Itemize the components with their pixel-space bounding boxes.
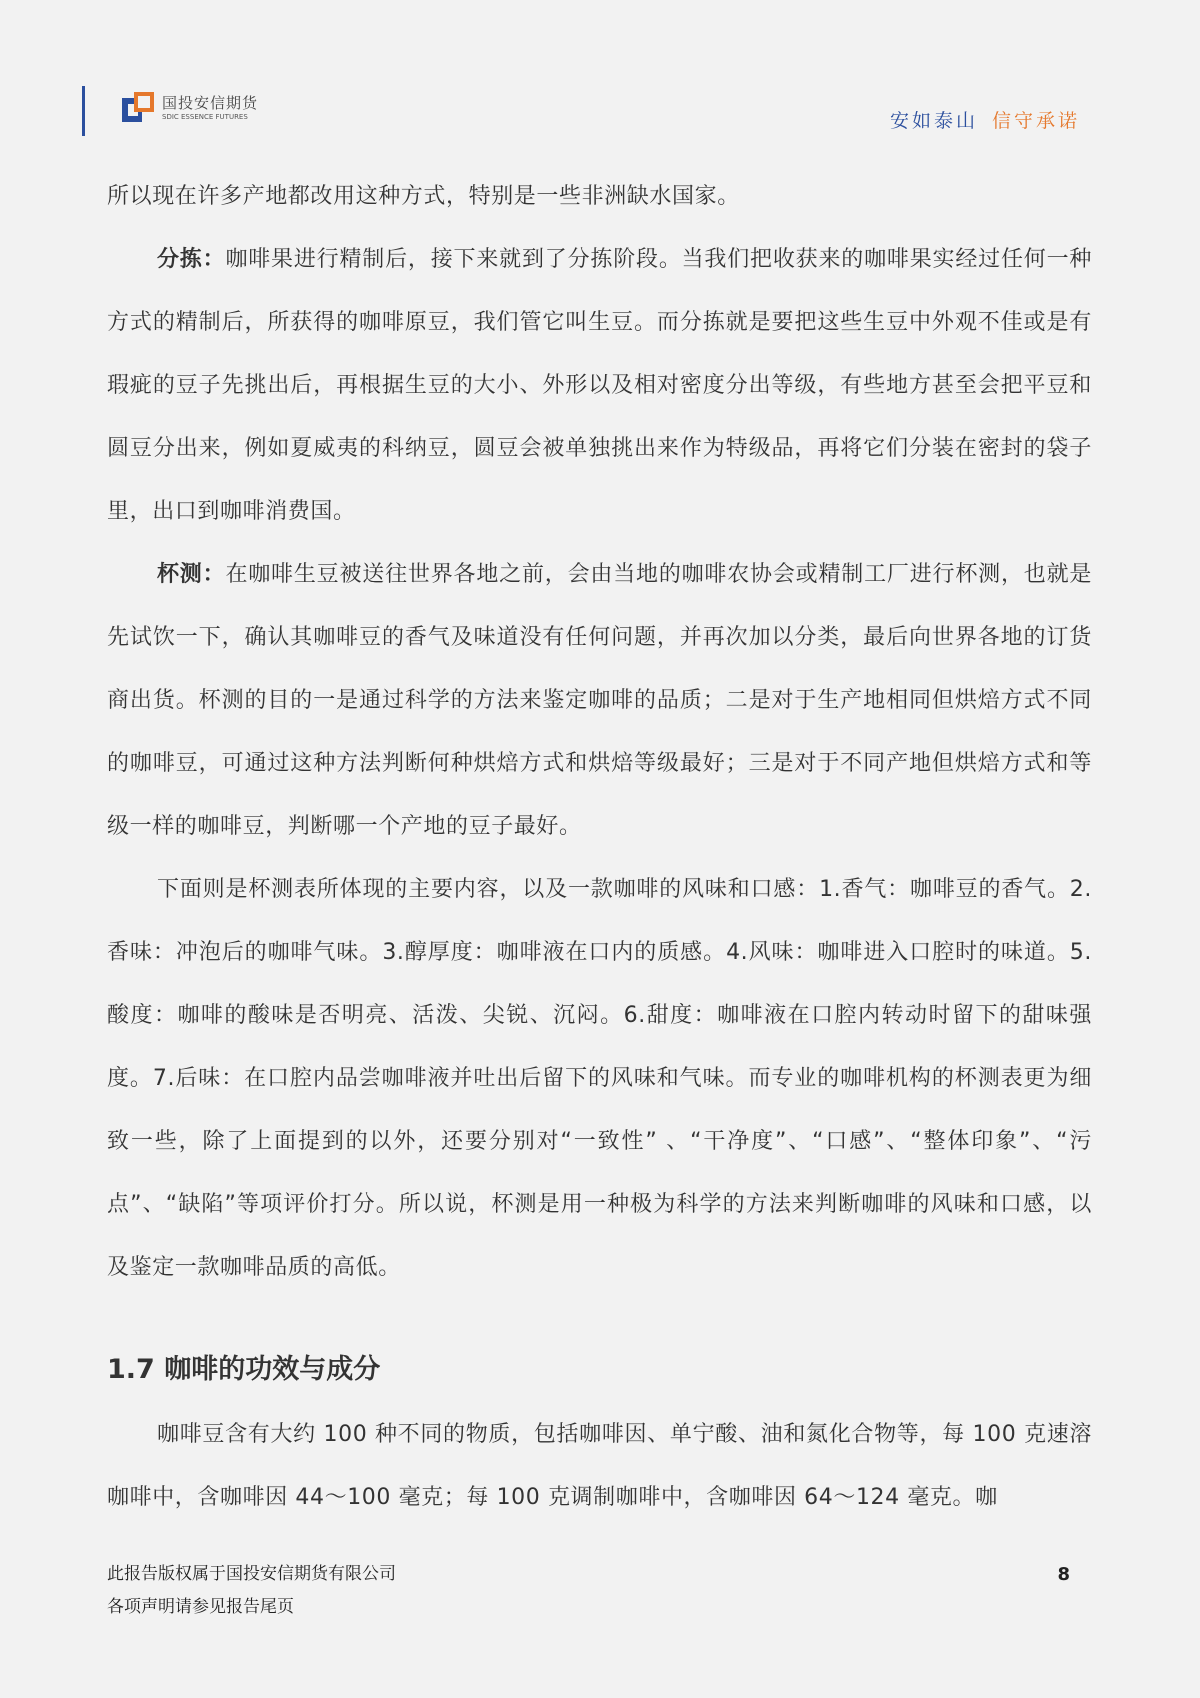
page-footer [107, 1558, 396, 1624]
section-title: 1.7 咖啡的功效与成分 [107, 1354, 381, 1385]
paragraph-continuation: 所以现在许多产地都改用这种方式，特别是一些非洲缺水国家。 [107, 184, 740, 209]
paragraph-sorting [107, 228, 1092, 543]
paragraph-cupping [107, 543, 1092, 858]
sorting-text: 咖啡果进行精制后，接下来就到了分拣阶段。当我们把收获来的咖啡果实经过任何一种方式的精制后，所获得的咖啡原豆，我们管它叫生豆。而分拣就是要把这些生豆中外观不佳或是有瑕疵的豆子先挑出后，再根据生豆的大小、外形以及相对密度分出等级，有些地方甚至会把平豆和圆豆分出来，例如夏威夷的科纳豆，圆豆会被单独挑出来作为特级品，再将它们分装在密封的袋子里，出口到咖啡消费国。 [107, 247, 1092, 524]
paragraph-cupping-contents: 下面则是杯测表所体现的主要内容，以及一款咖啡的风味和口感：1.香气：咖啡豆的香气。2.香味：冲泡后的咖啡气味。3.醇厚度：咖啡液在口内的质感。4.风味：咖啡进入口腔时的味道。5.酸度：咖啡的酸味是否明亮、活泼、尖锐、沉闷。6.甜度：咖啡液在口腔内转动时留下的甜味强度。7.后味：在口腔内品尝咖啡液并吐出后留下的风味和气味。而专业的咖啡机构的杯测表更为细致一些，除了上面提到的以外，还要分别对“一致性” 、“干净度”、“口感”、“整体印象”、“污点”、“缺陷”等项评价打分。所以说，杯测是用一种极为科学的方法来判断咖啡的风味和口感，以及鉴定一款咖啡品质的高低。 [107, 877, 1092, 1280]
logo-name-en: SDIC ESSENCE FUTURES [162, 112, 248, 121]
footer-copyright: 此报告版权属于国投安信期货有限公司 [107, 1564, 396, 1584]
cupping-text: 在咖啡生豆被送往世界各地之前，会由当地的咖啡农协会或精制工厂进行杯测，也就是先试饮一下，确认其咖啡豆的香气及味道没有任何问题，并再次加以分类，最后向世界各地的订货商出货。杯测的目的一是通过科学的方法来鉴定咖啡的品质；二是对于生产地相同但烘焙方式不同的咖啡豆，可通过这种方法判断何种烘焙方式和烘焙等级最好；三是对于不同产地但烘焙方式和等级一样的咖啡豆，判断哪一个产地的豆子最好。 [107, 562, 1092, 839]
cupping-lead: 杯测： [157, 562, 226, 587]
logo-mark-icon [120, 90, 156, 126]
slogan-part-2: 信守承诺 [991, 110, 1080, 132]
slogan-part-1: 安如泰山 [889, 110, 978, 132]
logo-text [162, 93, 259, 121]
header-accent-bar [82, 86, 85, 136]
page-number: 8 [1057, 1564, 1070, 1585]
report-body [107, 165, 1092, 1529]
paragraph-composition: 咖啡豆含有大约 100 种不同的物质，包括咖啡因、单宁酸、油和氮化合物等，每 100 克速溶咖啡中，含咖啡因 44～100 毫克；每 100 克调制咖啡中，含咖啡因 64～124 毫克。咖 [107, 1422, 1092, 1510]
company-slogan [890, 106, 1080, 133]
footer-disclaimer: 各项声明请参见报告尾页 [107, 1597, 294, 1617]
sorting-lead: 分拣： [157, 247, 226, 272]
company-logo [120, 90, 258, 126]
logo-name-cn: 国投安信期货 [162, 93, 259, 112]
